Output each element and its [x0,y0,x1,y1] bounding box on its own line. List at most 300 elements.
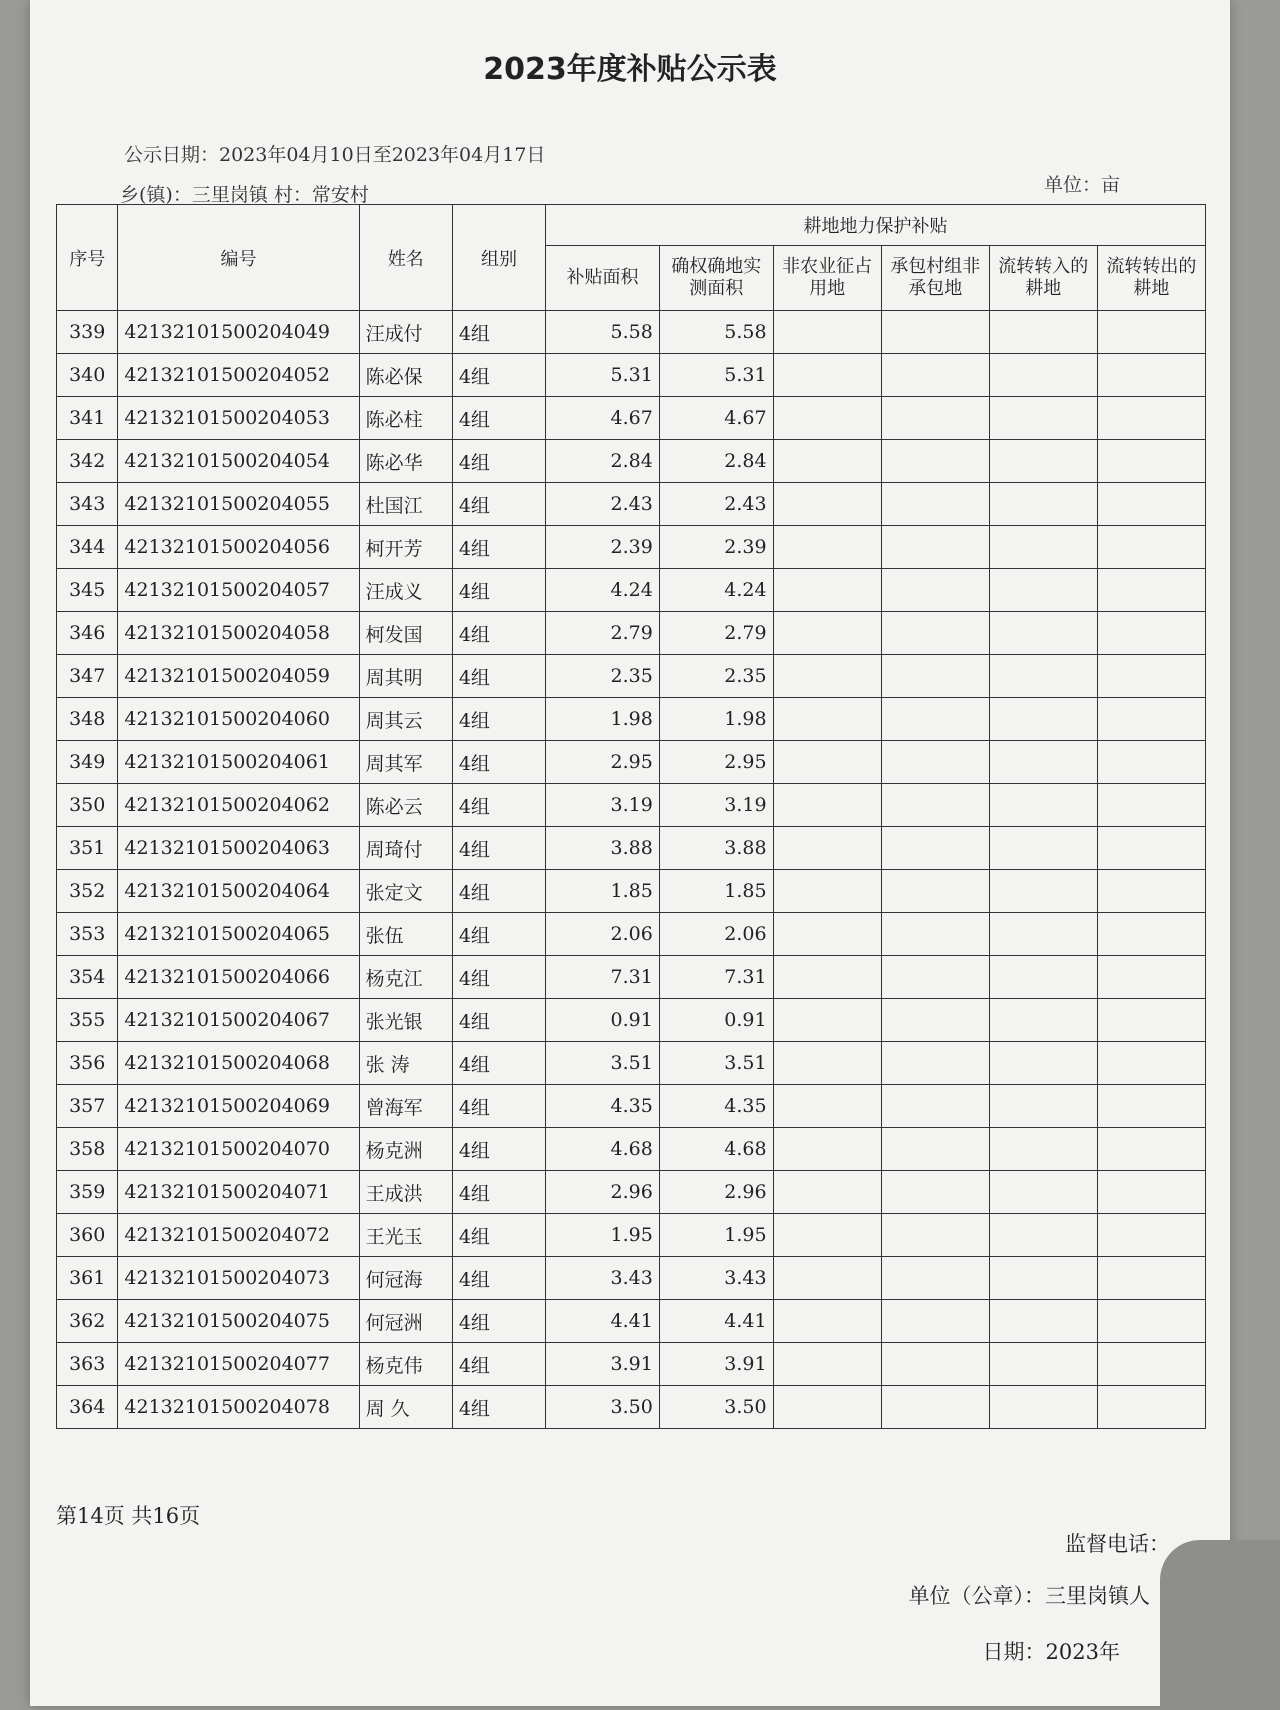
row-name: 周其明 [359,655,452,698]
document-page [30,0,1230,1706]
table-row [57,999,1206,1042]
row-empty-cell [989,1171,1097,1214]
row-code: 42132101500204062 [118,784,359,827]
row-seq: 355 [57,999,118,1042]
row-empty-cell [989,741,1097,784]
table-row [57,1300,1206,1343]
row-code: 42132101500204059 [118,655,359,698]
header-nonfarm: 非农业征占用地 [773,246,881,311]
row-empty-cell [989,698,1097,741]
row-empty-cell [881,698,989,741]
row-empty-cell [1097,397,1205,440]
row-code: 42132101500204075 [118,1300,359,1343]
page-info: 第14页 共16页 [56,1504,201,1528]
row-group: 4组 [452,956,545,999]
document-title: 2023年度补贴公示表 [483,52,777,87]
table-row [57,698,1206,741]
row-empty-cell [881,913,989,956]
row-area: 3.50 [546,1386,660,1429]
table-row [57,569,1206,612]
table-row [57,1343,1206,1386]
row-empty-cell [881,827,989,870]
header-code: 编号 [118,205,359,311]
row-empty-cell [1097,1085,1205,1128]
table-row [57,655,1206,698]
row-group: 4组 [452,483,545,526]
row-name: 周琦付 [359,827,452,870]
table-row [57,956,1206,999]
row-measured: 1.98 [659,698,773,741]
row-empty-cell [881,483,989,526]
row-name: 周其云 [359,698,452,741]
row-name: 周 久 [359,1386,452,1429]
row-area: 2.06 [546,913,660,956]
row-empty-cell [773,655,881,698]
row-name: 陈必云 [359,784,452,827]
row-seq: 351 [57,827,118,870]
row-group: 4组 [452,1386,545,1429]
row-empty-cell [881,1171,989,1214]
row-seq: 362 [57,1300,118,1343]
row-measured: 1.85 [659,870,773,913]
row-seq: 343 [57,483,118,526]
row-code: 42132101500204052 [118,354,359,397]
row-name: 杨克伟 [359,1343,452,1386]
table-row [57,1386,1206,1429]
row-code: 42132101500204054 [118,440,359,483]
row-seq: 358 [57,1128,118,1171]
row-empty-cell [1097,698,1205,741]
table-row [57,397,1206,440]
row-group: 4组 [452,354,545,397]
row-group: 4组 [452,612,545,655]
row-area: 0.91 [546,999,660,1042]
table-row [57,1257,1206,1300]
row-group: 4组 [452,999,545,1042]
row-area: 3.88 [546,827,660,870]
row-group: 4组 [452,569,545,612]
row-seq: 363 [57,1343,118,1386]
row-empty-cell [1097,569,1205,612]
row-empty-cell [989,1042,1097,1085]
row-empty-cell [1097,741,1205,784]
row-name: 何冠海 [359,1257,452,1300]
table-row [57,913,1206,956]
row-area: 3.91 [546,1343,660,1386]
row-group: 4组 [452,1128,545,1171]
row-area: 7.31 [546,956,660,999]
row-empty-cell [773,1128,881,1171]
row-area: 2.43 [546,483,660,526]
row-name: 柯发国 [359,612,452,655]
row-name: 张光银 [359,999,452,1042]
table-row [57,1214,1206,1257]
row-code: 42132101500204072 [118,1214,359,1257]
row-empty-cell [989,1257,1097,1300]
row-empty-cell [989,612,1097,655]
row-name: 何冠洲 [359,1300,452,1343]
row-measured: 3.43 [659,1257,773,1300]
row-empty-cell [881,354,989,397]
unit-label: 单位：亩 [1043,174,1120,196]
row-group: 4组 [452,311,545,354]
row-empty-cell [881,1128,989,1171]
row-measured: 3.88 [659,827,773,870]
row-measured: 7.31 [659,956,773,999]
row-empty-cell [989,1343,1097,1386]
row-empty-cell [773,1085,881,1128]
row-empty-cell [989,1300,1097,1343]
row-empty-cell [773,956,881,999]
table-row [57,870,1206,913]
row-empty-cell [1097,1300,1205,1343]
header-group: 组别 [452,205,545,311]
row-code: 42132101500204061 [118,741,359,784]
row-empty-cell [881,612,989,655]
row-empty-cell [773,526,881,569]
row-empty-cell [773,1257,881,1300]
row-empty-cell [1097,1042,1205,1085]
table-row [57,1171,1206,1214]
row-measured: 4.68 [659,1128,773,1171]
row-group: 4组 [452,870,545,913]
row-empty-cell [989,999,1097,1042]
row-measured: 4.35 [659,1085,773,1128]
row-area: 4.67 [546,397,660,440]
row-group: 4组 [452,1085,545,1128]
header-subsidy-group: 耕地地力保护补贴 [546,205,1206,246]
row-measured: 2.96 [659,1171,773,1214]
row-seq: 342 [57,440,118,483]
row-name: 张定文 [359,870,452,913]
footer-date: 日期：2023年 [982,1640,1120,1664]
row-seq: 360 [57,1214,118,1257]
row-empty-cell [881,1343,989,1386]
row-empty-cell [773,440,881,483]
row-empty-cell [989,913,1097,956]
row-seq: 357 [57,1085,118,1128]
row-measured: 5.58 [659,311,773,354]
row-empty-cell [989,354,1097,397]
row-measured: 2.39 [659,526,773,569]
row-empty-cell [989,1085,1097,1128]
row-measured: 4.41 [659,1300,773,1343]
row-empty-cell [1097,1128,1205,1171]
row-empty-cell [1097,440,1205,483]
row-empty-cell [881,1214,989,1257]
row-empty-cell [881,1257,989,1300]
row-empty-cell [773,311,881,354]
row-seq: 359 [57,1171,118,1214]
table-row [57,1128,1206,1171]
row-empty-cell [773,698,881,741]
publish-date: 公示日期：2023年04月10日至2023年04月17日 [124,144,546,166]
row-empty-cell [773,1171,881,1214]
row-group: 4组 [452,526,545,569]
row-name: 陈必保 [359,354,452,397]
row-code: 42132101500204067 [118,999,359,1042]
row-code: 42132101500204060 [118,698,359,741]
row-name: 陈必华 [359,440,452,483]
row-empty-cell [1097,913,1205,956]
header-transfer-out: 流转转出的耕地 [1097,246,1205,311]
row-code: 42132101500204053 [118,397,359,440]
row-empty-cell [989,311,1097,354]
row-name: 汪成义 [359,569,452,612]
row-empty-cell [881,870,989,913]
row-empty-cell [773,1386,881,1429]
row-measured: 2.95 [659,741,773,784]
row-empty-cell [881,311,989,354]
row-empty-cell [773,827,881,870]
row-name: 周其军 [359,741,452,784]
row-seq: 348 [57,698,118,741]
row-empty-cell [1097,827,1205,870]
background-stain [1160,1540,1280,1710]
row-code: 42132101500204077 [118,1343,359,1386]
row-group: 4组 [452,1300,545,1343]
row-code: 42132101500204058 [118,612,359,655]
row-measured: 4.24 [659,569,773,612]
row-empty-cell [881,1300,989,1343]
row-area: 1.95 [546,1214,660,1257]
header-transfer-in: 流转转入的耕地 [989,246,1097,311]
row-measured: 2.79 [659,612,773,655]
row-group: 4组 [452,1343,545,1386]
row-code: 42132101500204056 [118,526,359,569]
row-code: 42132101500204070 [118,1128,359,1171]
row-empty-cell [773,354,881,397]
row-seq: 345 [57,569,118,612]
row-empty-cell [989,870,1097,913]
row-code: 42132101500204069 [118,1085,359,1128]
header-name: 姓名 [359,205,452,311]
row-empty-cell [773,612,881,655]
table-row [57,311,1206,354]
table-row [57,483,1206,526]
row-name: 王成洪 [359,1171,452,1214]
row-measured: 1.95 [659,1214,773,1257]
table-row [57,440,1206,483]
header-seq: 序号 [57,205,118,311]
row-empty-cell [1097,784,1205,827]
row-measured: 5.31 [659,354,773,397]
row-group: 4组 [452,655,545,698]
row-group: 4组 [452,827,545,870]
row-empty-cell [773,483,881,526]
row-empty-cell [881,741,989,784]
table-row [57,1042,1206,1085]
row-seq: 350 [57,784,118,827]
row-empty-cell [773,569,881,612]
row-code: 42132101500204073 [118,1257,359,1300]
row-empty-cell [989,1214,1097,1257]
row-area: 4.24 [546,569,660,612]
row-name: 曾海军 [359,1085,452,1128]
row-code: 42132101500204068 [118,1042,359,1085]
row-name: 杜国江 [359,483,452,526]
row-empty-cell [1097,956,1205,999]
row-code: 42132101500204064 [118,870,359,913]
row-measured: 3.50 [659,1386,773,1429]
row-empty-cell [1097,354,1205,397]
row-name: 王光玉 [359,1214,452,1257]
row-empty-cell [1097,1171,1205,1214]
row-code: 42132101500204071 [118,1171,359,1214]
row-empty-cell [989,655,1097,698]
row-seq: 339 [57,311,118,354]
row-measured: 2.35 [659,655,773,698]
row-empty-cell [881,526,989,569]
row-group: 4组 [452,440,545,483]
table-row [57,1085,1206,1128]
row-area: 4.41 [546,1300,660,1343]
row-empty-cell [881,999,989,1042]
row-empty-cell [773,1214,881,1257]
row-group: 4组 [452,1257,545,1300]
row-area: 3.43 [546,1257,660,1300]
row-area: 3.51 [546,1042,660,1085]
row-measured: 4.67 [659,397,773,440]
row-empty-cell [989,397,1097,440]
row-empty-cell [1097,1214,1205,1257]
row-area: 3.19 [546,784,660,827]
table-row [57,784,1206,827]
row-seq: 347 [57,655,118,698]
row-measured: 3.19 [659,784,773,827]
row-empty-cell [881,784,989,827]
header-measured: 确权确地实测面积 [659,246,773,311]
row-empty-cell [1097,1386,1205,1429]
row-seq: 340 [57,354,118,397]
row-seq: 349 [57,741,118,784]
row-code: 42132101500204078 [118,1386,359,1429]
table-row [57,741,1206,784]
row-empty-cell [1097,311,1205,354]
table-row [57,612,1206,655]
row-area: 2.39 [546,526,660,569]
row-name: 张伍 [359,913,452,956]
table-row [57,827,1206,870]
row-name: 柯开芳 [359,526,452,569]
row-name: 杨克洲 [359,1128,452,1171]
row-code: 42132101500204065 [118,913,359,956]
row-seq: 361 [57,1257,118,1300]
row-empty-cell [989,526,1097,569]
row-seq: 346 [57,612,118,655]
row-measured: 2.43 [659,483,773,526]
seal-unit: 单位（公章）：三里岗镇人 [908,1584,1150,1608]
row-area: 2.96 [546,1171,660,1214]
row-empty-cell [1097,483,1205,526]
row-code: 42132101500204049 [118,311,359,354]
row-measured: 0.91 [659,999,773,1042]
row-empty-cell [881,1042,989,1085]
row-empty-cell [881,956,989,999]
row-area: 2.84 [546,440,660,483]
subsidy-table [56,204,1206,1429]
row-group: 4组 [452,784,545,827]
row-seq: 364 [57,1386,118,1429]
row-group: 4组 [452,698,545,741]
header-area: 补贴面积 [546,246,660,311]
supervision-phone: 监督电话： [1065,1532,1170,1556]
row-area: 4.35 [546,1085,660,1128]
row-name: 杨克江 [359,956,452,999]
row-area: 5.58 [546,311,660,354]
row-measured: 3.51 [659,1042,773,1085]
row-area: 2.79 [546,612,660,655]
row-empty-cell [1097,999,1205,1042]
row-seq: 354 [57,956,118,999]
row-empty-cell [881,397,989,440]
row-empty-cell [881,569,989,612]
row-empty-cell [1097,655,1205,698]
row-area: 1.85 [546,870,660,913]
row-empty-cell [1097,526,1205,569]
row-name: 张 涛 [359,1042,452,1085]
header-contract: 承包村组非承包地 [881,246,989,311]
row-group: 4组 [452,1171,545,1214]
row-empty-cell [989,827,1097,870]
row-empty-cell [989,1386,1097,1429]
row-seq: 352 [57,870,118,913]
row-empty-cell [989,483,1097,526]
row-seq: 356 [57,1042,118,1085]
row-area: 5.31 [546,354,660,397]
row-area: 1.98 [546,698,660,741]
row-area: 2.35 [546,655,660,698]
row-group: 4组 [452,1214,545,1257]
row-empty-cell [773,397,881,440]
row-group: 4组 [452,397,545,440]
row-empty-cell [773,741,881,784]
row-empty-cell [773,1343,881,1386]
table-row [57,354,1206,397]
row-code: 42132101500204055 [118,483,359,526]
row-empty-cell [989,569,1097,612]
row-seq: 344 [57,526,118,569]
row-empty-cell [773,999,881,1042]
row-empty-cell [773,784,881,827]
row-empty-cell [1097,870,1205,913]
row-group: 4组 [452,1042,545,1085]
row-empty-cell [1097,1257,1205,1300]
row-empty-cell [773,1300,881,1343]
row-empty-cell [881,440,989,483]
row-name: 汪成付 [359,311,452,354]
town-village: 乡(镇)：三里岗镇 村：常安村 [120,184,369,206]
row-empty-cell [773,913,881,956]
row-area: 4.68 [546,1128,660,1171]
row-empty-cell [989,440,1097,483]
row-measured: 3.91 [659,1343,773,1386]
row-measured: 2.84 [659,440,773,483]
row-code: 42132101500204057 [118,569,359,612]
row-measured: 2.06 [659,913,773,956]
row-empty-cell [881,1085,989,1128]
row-code: 42132101500204066 [118,956,359,999]
row-empty-cell [989,1128,1097,1171]
row-empty-cell [989,956,1097,999]
row-empty-cell [1097,1343,1205,1386]
row-empty-cell [773,1042,881,1085]
row-group: 4组 [452,913,545,956]
row-name: 陈必柱 [359,397,452,440]
row-empty-cell [881,655,989,698]
table-row [57,526,1206,569]
row-area: 2.95 [546,741,660,784]
